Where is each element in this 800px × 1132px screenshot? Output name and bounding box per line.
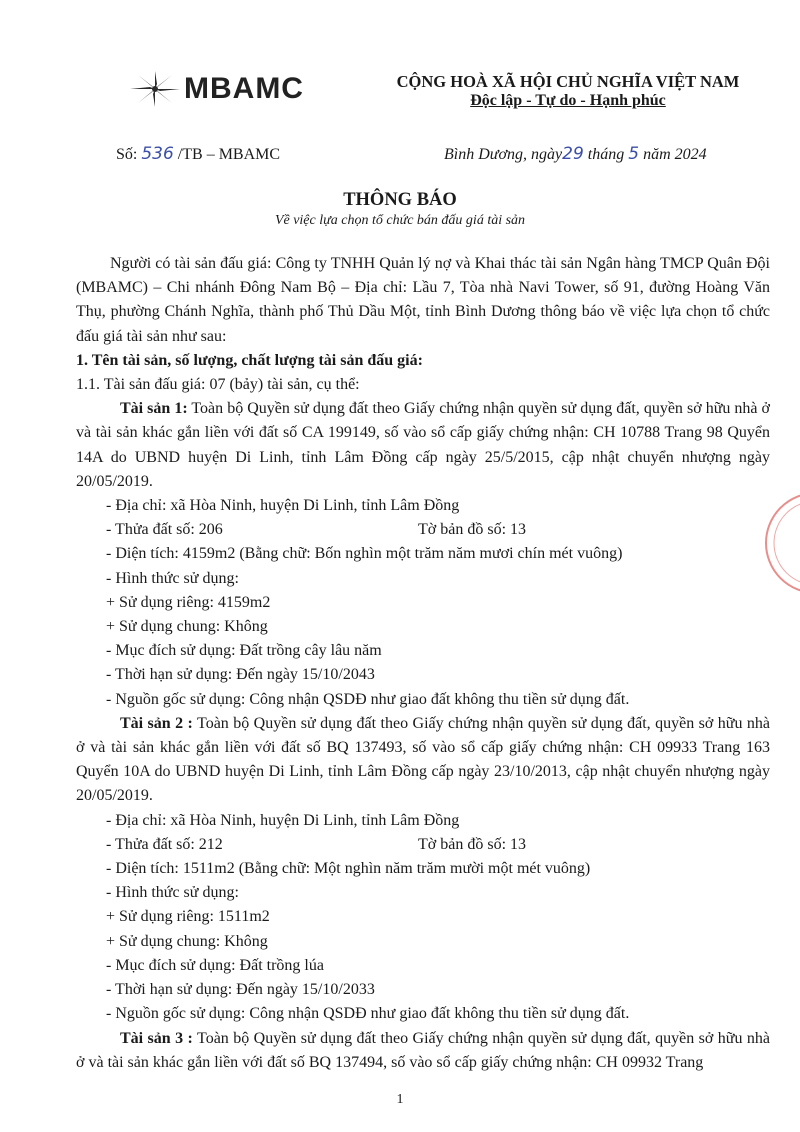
date-month-label: tháng — [587, 146, 625, 163]
document-body — [76, 252, 770, 1075]
asset-3-description — [76, 1027, 770, 1075]
asset-1-parcel: - Thửa đất số: 206 — [106, 521, 223, 539]
asset-2-address: - Địa chỉ: xã Hòa Ninh, huyện Di Linh, tỉnh Lâm Đồng — [106, 811, 460, 829]
asset-3-desc: Toàn bộ Quyền sử dụng đất theo Giấy chứng nhận quyền sử dụng đất, quyền sở hữu nhà ở và tài sản khác gắn liền với đất số BQ 137494, số vào sổ cấp giấy chứng nhận: CH 09932 Trang — [76, 1029, 770, 1071]
document-number — [116, 143, 280, 166]
asset-2-map-sheet: Tờ bản đồ số: 13 — [418, 835, 527, 853]
asset-2-parcel: - Thửa đất số: 212 — [106, 835, 223, 853]
document-subtitle: Về việc lựa chọn tổ chức bán đấu giá tài sản — [274, 213, 526, 228]
mbamc-logo — [128, 68, 343, 110]
asset-1-description — [76, 397, 770, 494]
asset-2-desc: Toàn bộ Quyền sử dụng đất theo Giấy chứng nhận quyền sử dụng đất, quyền sở hữu nhà ở và tài sản khác gắn liền với đất số BQ 137493, số vào sổ cấp giấy chứng nhận: CH 09933 Trang 163 Quyển 10A do UBND huyện Di Linh, tỉnh Lâm Đồng cấp ngày 23/10/2013, cập nhật chuyển nhượng ngày 20/05/2019. — [76, 714, 770, 805]
star-logo-icon — [128, 69, 182, 109]
asset-1-desc: Toàn bộ Quyền sử dụng đất theo Giấy chứng nhận quyền sử dụng đất, quyền sở hữu nhà ở và tài sản khác gắn liền với đất số CA 199149, số vào sổ cấp giấy chứng nhận: CH 10788 Trang 98 Quyển 14A do UBND huyện Di Linh, tỉnh Lâm Đồng cấp ngày 25/5/2015, cập nhật chuyển nhượng ngày 20/05/2019. — [76, 400, 770, 490]
dateline — [444, 143, 707, 166]
asset-2-area: - Diện tích: 1511m2 (Bằng chữ: Một nghìn năm trăm mười một mét vuông) — [106, 860, 591, 878]
logo-text: MBAMC — [184, 72, 304, 105]
asset-2-private: + Sử dụng riêng: 1511m2 — [106, 908, 270, 926]
asset-2-description — [76, 712, 770, 809]
asset-2-origin: - Nguồn gốc sử dụng: Công nhận QSDĐ như giao đất không thu tiền sử dụng đất. — [106, 1005, 630, 1023]
date-year: năm 2024 — [643, 146, 707, 163]
doc-number-prefix: Số: — [116, 146, 138, 163]
asset-2-label: Tài sản 2 : — [120, 714, 193, 732]
asset-1-private: + Sử dụng riêng: 4159m2 — [106, 593, 271, 611]
asset-1-shared: + Sử dụng chung: Không — [106, 618, 268, 636]
section-1-1: 1.1. Tài sản đấu giá: 07 (bảy) tài sản, cụ thể: — [76, 376, 360, 394]
asset-2-term: - Thời hạn sử dụng: Đến ngày 15/10/2033 — [106, 981, 375, 999]
date-month: 5 — [628, 144, 640, 164]
asset-1-area: - Diện tích: 4159m2 (Bằng chữ: Bốn nghìn một trăm năm mươi chín mét vuông) — [106, 545, 623, 563]
red-stamp-fragment — [758, 488, 800, 598]
asset-2-parcel-row — [76, 833, 770, 857]
date-day: 29 — [562, 144, 584, 164]
asset-2-form: - Hình thức sử dụng: — [106, 884, 239, 902]
asset-1-map-sheet: Tờ bản đồ số: 13 — [418, 521, 527, 539]
motto-text: Độc lập - Tự do - Hạnh phúc — [470, 92, 666, 109]
asset-2-purpose: - Mục đích sử dụng: Đất trồng lúa — [106, 956, 324, 974]
asset-2-shared: + Sử dụng chung: Không — [106, 932, 268, 950]
section-1-heading: 1. Tên tài sản, số lượng, chất lượng tài sản đấu giá: — [76, 351, 423, 369]
date-place: Bình Dương, ngày — [444, 146, 563, 163]
page-number: 1 — [396, 1092, 404, 1107]
asset-1-label: Tài sản 1: — [120, 400, 188, 418]
asset-1-form: - Hình thức sử dụng: — [106, 569, 239, 587]
motto — [368, 91, 768, 111]
nation-heading: CỘNG HOÀ XÃ HỘI CHỦ NGHĨA VIỆT NAM — [396, 72, 740, 91]
asset-1-address: - Địa chỉ: xã Hòa Ninh, huyện Di Linh, tỉnh Lâm Đồng — [106, 497, 460, 515]
intro-paragraph: Người có tài sản đấu giá: Công ty TNHH Quản lý nợ và Khai thác tài sản Ngân hàng TMCP Quân Đội (MBAMC) – Chi nhánh Đông Nam Bộ – Địa chỉ: Lầu 7, Tòa nhà Navi Tower, số 91, đường Hoàng Văn Thụ, phường Chánh Nghĩa, thành phố Thủ Dầu Một, tỉnh Bình Dương thông báo về việc lựa chọn tổ chức đấu giá tài sản như sau: — [76, 255, 770, 345]
doc-number-suffix: /TB – MBAMC — [177, 146, 281, 163]
asset-1-term: - Thời hạn sử dụng: Đến ngày 15/10/2043 — [106, 666, 375, 684]
document-title: THÔNG BÁO — [343, 190, 457, 210]
asset-1-origin: - Nguồn gốc sử dụng: Công nhận QSDĐ như giao đất không thu tiền sử dụng đất. — [106, 690, 630, 708]
asset-1-parcel-row — [76, 518, 770, 542]
doc-number-value: 536 — [141, 144, 174, 164]
asset-3-label: Tài sản 3 : — [120, 1029, 193, 1047]
asset-1-purpose: - Mục đích sử dụng: Đất trồng cây lâu năm — [106, 642, 382, 660]
